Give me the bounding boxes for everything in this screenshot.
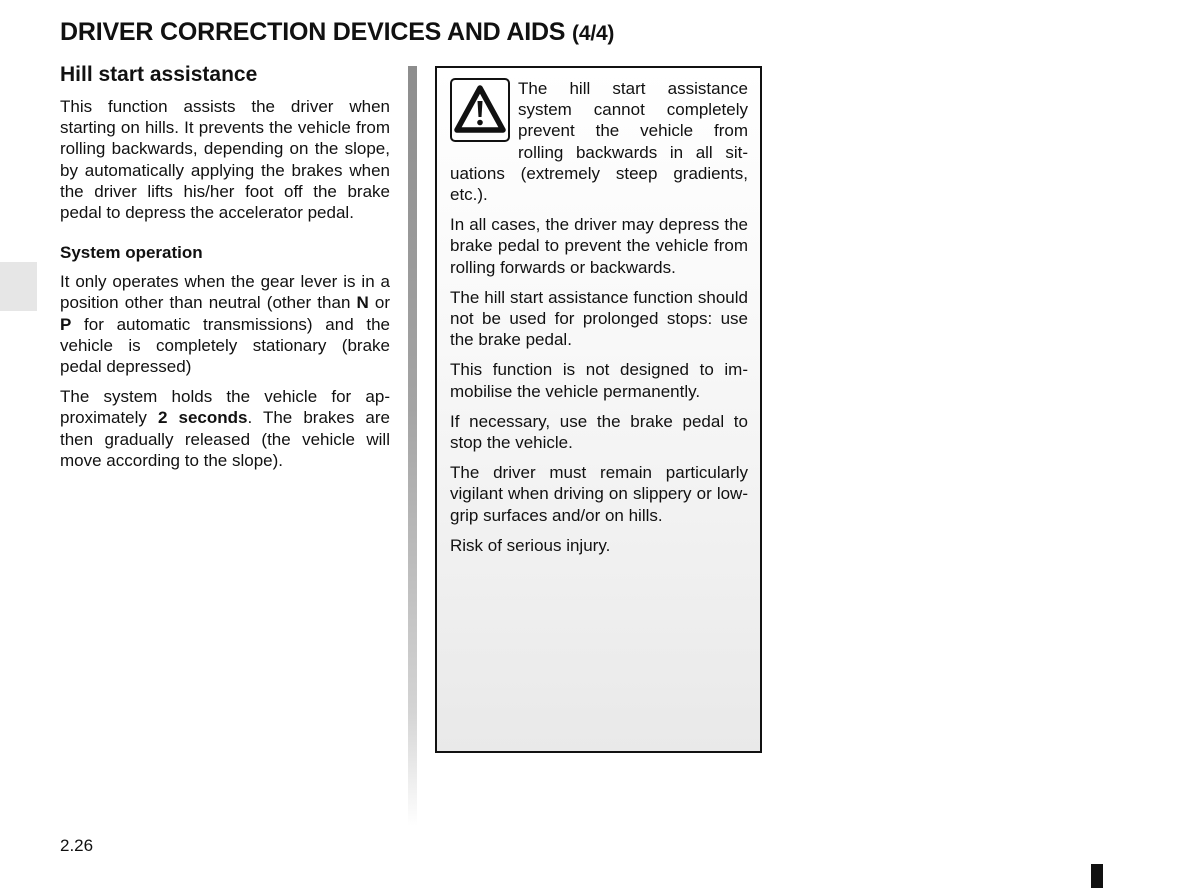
warning-paragraph: If necessary, use the brake pedal to stop the vehicle. <box>450 411 748 453</box>
left-column <box>60 61 390 480</box>
page-title <box>60 18 614 47</box>
warning-triangle-icon <box>450 78 510 142</box>
corner-mark <box>1091 864 1103 888</box>
section-heading: Hill start assistance <box>60 63 258 86</box>
warning-paragraph: Risk of serious injury. <box>450 535 611 555</box>
operation-text-2: or <box>368 293 390 313</box>
warning-paragraph: The hill start assistance system cannot completely prevent the vehicle from rolling backwards in all situations (extremely steep gradients, etc.). <box>450 79 748 205</box>
hold-duration: 2 seconds <box>157 408 248 428</box>
subsection-heading: System operation <box>60 243 203 263</box>
operation-paragraph <box>60 271 390 377</box>
gear-p-label: P <box>60 314 72 334</box>
hold-paragraph <box>60 386 390 471</box>
operation-text-1: It only operates when the gear lever is in a position other than neutral (other than <box>60 272 390 313</box>
hold-text-1: The system holds the vehicle for approximately <box>60 387 390 428</box>
warning-paragraph: This function is not designed to immobilise the vehicle permanently. <box>450 360 748 401</box>
warning-paragraph: The hill start assistance function should not be used for prolonged stops: use the brake pedal. <box>450 287 748 350</box>
warning-paragraph: The driver must remain particularly vigilant when driving on slippery or low-grip surfaces and/or on hills. <box>450 463 748 525</box>
gear-n-label: N <box>356 293 369 313</box>
column-divider <box>408 66 417 826</box>
page-number: 2.26 <box>60 836 94 855</box>
chapter-tab <box>0 262 37 311</box>
hold-text-2: . The brakes are then gradually released (the vehicle will move according to the slope). <box>60 408 390 470</box>
intro-paragraph: This function assists the driver when starting on hills. It prevents the vehicle from rolling backwards, depending on the slope, by automatically applying the brakes when the driver lifts his/her foot off the brake pedal to depress the accelerator pedal. <box>60 97 390 223</box>
warning-box <box>435 66 762 753</box>
operation-text-3: for automatic transmissions) and the vehicle is completely stationary (brake pedal depressed) <box>60 314 390 377</box>
page-title-text: DRIVER CORRECTION DEVICES AND AIDS <box>60 18 566 46</box>
page-counter: (4/4) <box>572 22 615 45</box>
warning-paragraph: In all cases, the driver may depress the brake pedal to prevent the vehicle from rolling forwards or backwards. <box>450 215 748 277</box>
